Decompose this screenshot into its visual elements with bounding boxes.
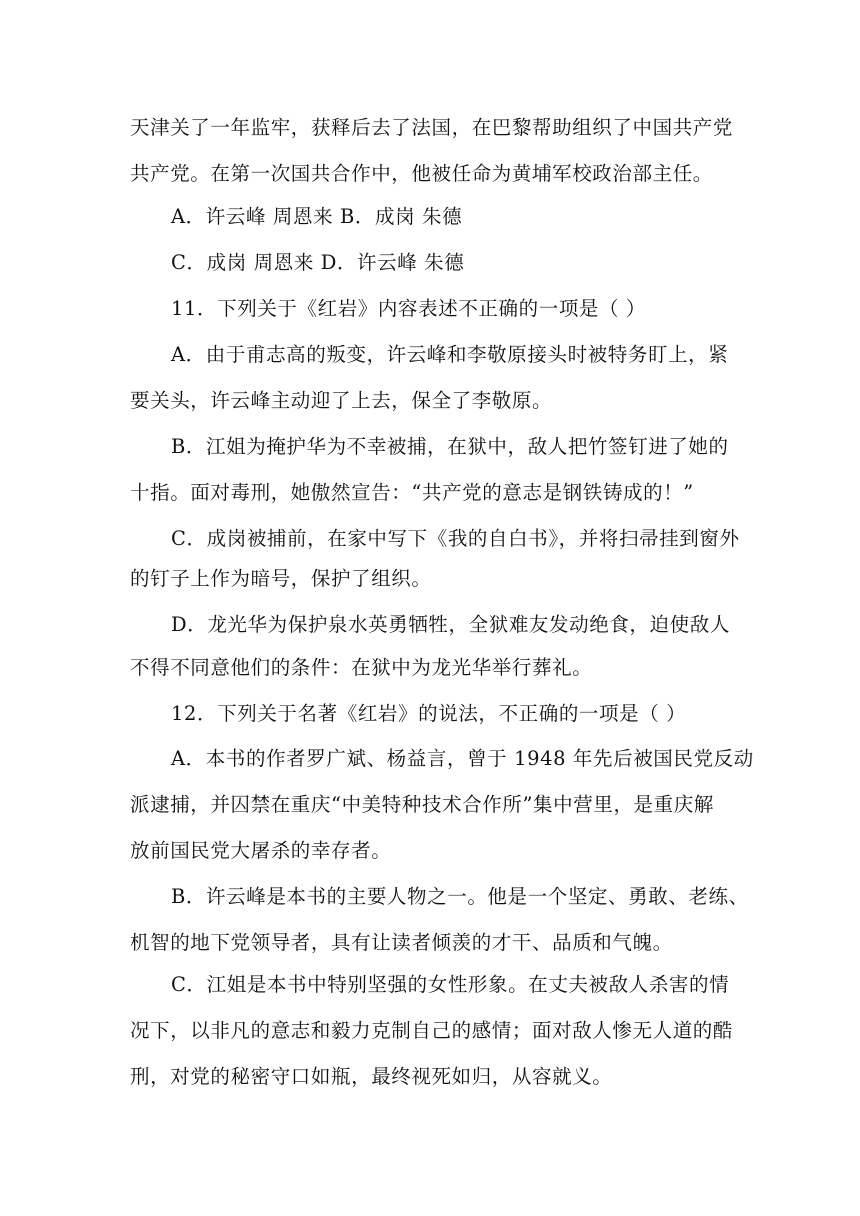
option-line: C．成岗被捕前，在家中写下《我的自白书》，并将扫帚挂到窗外 xyxy=(171,527,740,550)
paragraph-line: 况下，以非凡的意志和毅力克制自己的感情；面对敌人惨无人道的酷 xyxy=(130,1019,734,1042)
option-line: A．由于甫志高的叛变，许云峰和李敬原接头时被特务盯上，紧 xyxy=(171,343,729,366)
option-line: B．江姐为掩护华为不幸被捕，在狱中，敌人把竹签钉进了她的 xyxy=(171,435,729,458)
paragraph-line: 不得不同意他们的条件：在狱中为龙光华举行葬礼。 xyxy=(130,656,593,679)
paragraph-line: 天津关了一年监牢，获释后去了法国，在巴黎帮助组织了中国共产党 xyxy=(130,116,734,139)
question-line: 11．下列关于《红岩》内容表述不正确的一项是（ ） xyxy=(171,297,647,320)
paragraph-line: 放前国民党大屠杀的幸存者。 xyxy=(130,839,392,862)
paragraph-line: 刑，对党的秘密守口如瓶，最终视死如归，从容就义。 xyxy=(130,1065,613,1088)
option-line: A．本书的作者罗广斌、杨益言，曾于 1948 年先后被国民党反动 xyxy=(171,747,754,770)
paragraph-line: 十指。面对毒刑，她傲然宣告：“共产党的意志是钢铁铸成的！” xyxy=(130,481,694,504)
option-line: D．龙光华为保护泉水英勇牺牲，全狱难友发动绝食，迫使敌人 xyxy=(171,613,730,636)
option-line: C．江姐是本书中特别坚强的女性形象。在丈夫被敌人杀害的情 xyxy=(171,973,730,996)
option-line: B．许云峰是本书的主要人物之一。他是一个坚定、勇敢、老练、 xyxy=(171,885,749,908)
paragraph-line: 的钉子上作为暗号，保护了组织。 xyxy=(130,567,432,590)
paragraph-line: 共产党。在第一次国共合作中，他被任命为黄埔军校政治部主任。 xyxy=(130,162,713,185)
question-line: 12．下列关于名著《红岩》的说法，不正确的一项是（ ） xyxy=(171,702,687,725)
paragraph-line: 派逮捕，并囚禁在重庆“中美特种技术合作所”集中营里，是重庆解 xyxy=(130,793,714,816)
paragraph-line: 要关头，许云峰主动迎了上去，保全了李敬原。 xyxy=(130,389,553,412)
option-line: C．成岗 周恩来 D．许云峰 朱德 xyxy=(171,251,465,274)
option-line: A．许云峰 周恩来 B．成岗 朱德 xyxy=(171,205,463,228)
paragraph-line: 机智的地下党领导者，具有让读者倾羡的才干、品质和气魄。 xyxy=(130,931,673,954)
